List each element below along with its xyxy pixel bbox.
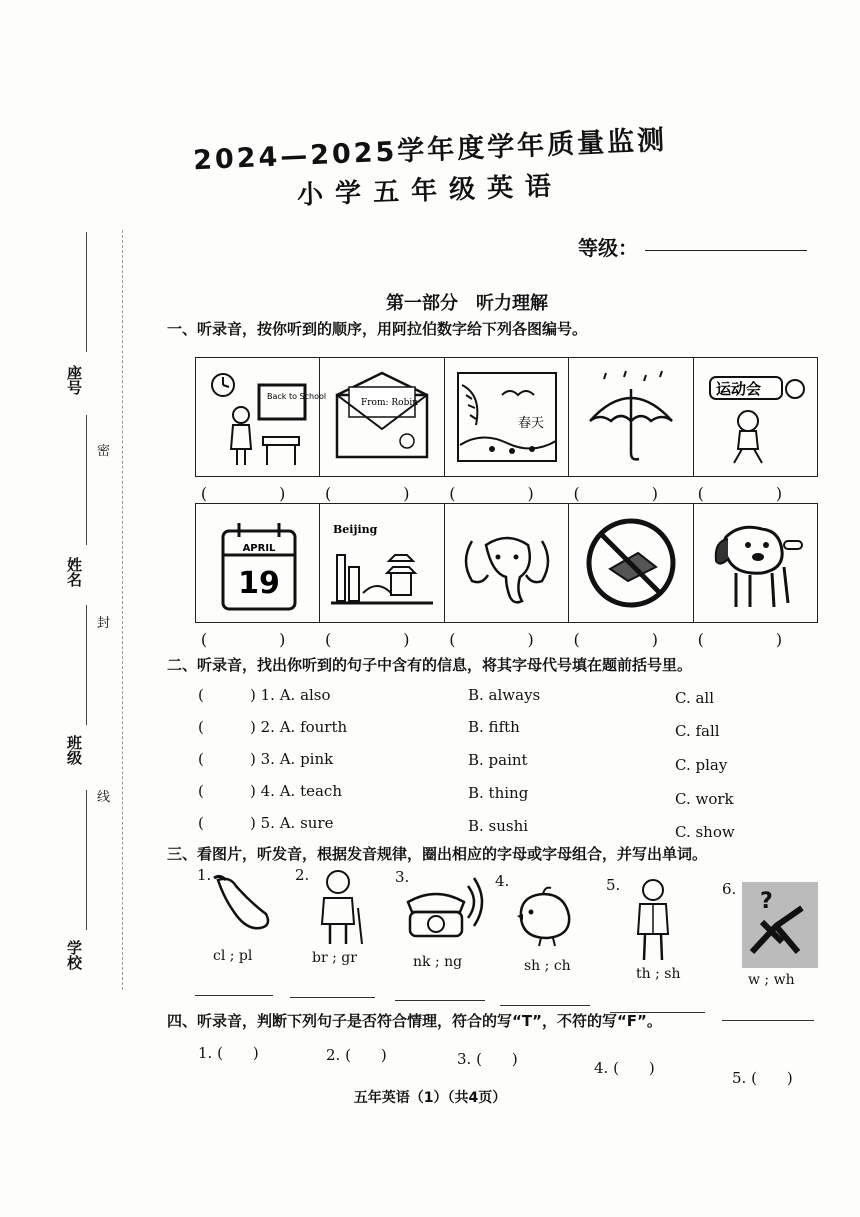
- phonics-num-5: 5.: [606, 876, 621, 894]
- beijing-text: Beijing: [333, 523, 378, 536]
- school-label: 学校: [65, 940, 83, 970]
- q-item-4-a: ) 4. A. teach: [250, 782, 342, 800]
- answer-paren[interactable]: ( ): [573, 484, 686, 503]
- name-blank: [86, 415, 87, 545]
- answer-paren[interactable]: ( ): [200, 630, 314, 649]
- calendar-icon: [196, 504, 320, 622]
- paren-row-2: [195, 627, 816, 650]
- answer-paren[interactable]: ( ): [449, 630, 562, 649]
- section2-title: 二、听录音，找出你听到的句子中含有的信息，将其字母代号填在题前括号里。: [167, 656, 693, 674]
- board-text: Back to School: [266, 392, 326, 401]
- answer-line-3[interactable]: [395, 1000, 485, 1001]
- q-item-4-c: C. work: [675, 790, 734, 808]
- phonics-num-2: 2.: [295, 866, 310, 884]
- answer-paren[interactable]: ( ): [200, 484, 314, 503]
- picture-row-2: [195, 503, 818, 623]
- seat-blank: [86, 232, 87, 352]
- answer-paren[interactable]: ( ): [697, 630, 811, 649]
- phonics-options-2[interactable]: br ; gr: [312, 950, 357, 966]
- q-item-1-c: C. all: [675, 689, 715, 707]
- seal-xian: 线: [97, 790, 111, 805]
- q-item-3-b: B. paint: [468, 751, 528, 769]
- q-item-5-a: ) 5. A. sure: [250, 814, 334, 832]
- phonics-num-3: 3.: [395, 868, 410, 886]
- page-footer: 五年英语（1）（共4页）: [353, 1090, 507, 1106]
- q-open-paren[interactable]: (: [198, 814, 204, 832]
- q-item-5-c: C. show: [675, 823, 735, 841]
- section3-title: 三、看图片，听发音，根据发音规律，圈出相应的字母或字母组合，并写出单词。: [167, 845, 708, 863]
- grade-blank[interactable]: [645, 250, 807, 251]
- phonics-options-1[interactable]: cl ; pl: [213, 948, 253, 964]
- tf-item-4[interactable]: 4. ( ): [594, 1059, 655, 1077]
- q-item-4-b: B. thing: [468, 784, 529, 802]
- tf-item-1[interactable]: 1. ( ): [198, 1044, 259, 1062]
- class-label: 班级: [65, 735, 83, 765]
- part1-title: 第一部分 听力理解: [386, 293, 548, 314]
- tf-item-5[interactable]: 5. ( ): [732, 1069, 793, 1087]
- letter-text: From: Robin: [361, 398, 419, 408]
- eggplant-icon: [210, 872, 274, 934]
- beijing-skyline-icon: [320, 504, 444, 622]
- q-item-1-b: B. always: [468, 686, 541, 704]
- q-item-3-c: C. play: [675, 756, 728, 774]
- telephone-icon: [400, 872, 492, 942]
- tf-item-2[interactable]: 2. ( ): [326, 1046, 387, 1064]
- sports-text: 运动会: [716, 380, 762, 398]
- section1-title: 一、听录音，按你听到的顺序，用阿拉伯数字给下列各图编号。: [167, 320, 588, 338]
- q-item-2-c: C. fall: [675, 722, 720, 740]
- school-blank: [86, 790, 87, 930]
- envelope-letter-icon: [320, 358, 444, 476]
- q-open-paren[interactable]: (: [198, 750, 204, 768]
- q-item-1-a: ) 1. A. also: [250, 686, 331, 704]
- tf-item-3[interactable]: 3. ( ): [457, 1050, 518, 1068]
- umbrella-rain-icon: [569, 358, 693, 476]
- answer-paren[interactable]: ( ): [697, 484, 811, 503]
- grandpa-icon: [310, 868, 370, 946]
- phonics-options-5[interactable]: th ; sh: [636, 966, 681, 982]
- grade-label: 等级：: [578, 236, 638, 260]
- binding-dashed-line: [122, 230, 123, 990]
- phonics-num-6: 6.: [722, 880, 737, 898]
- spring-scene-icon: [445, 358, 569, 476]
- phonics-num-4: 4.: [495, 872, 510, 890]
- phonics-options-4[interactable]: sh ; ch: [524, 958, 571, 974]
- svg-text:?: ?: [760, 889, 773, 914]
- spring-text: 春天: [517, 416, 544, 431]
- man-icon: [628, 878, 678, 962]
- q-open-paren[interactable]: (: [198, 718, 204, 736]
- phonics-options-6[interactable]: w ; wh: [748, 972, 795, 988]
- calendar-day: 19: [237, 566, 280, 601]
- answer-paren[interactable]: ( ): [449, 484, 562, 503]
- class-blank: [86, 605, 87, 725]
- picture-row-1: [195, 357, 818, 477]
- elephant-icon: [445, 504, 569, 622]
- q-item-2-a: ) 2. A. fourth: [250, 718, 348, 736]
- seat-label: 座号: [65, 365, 83, 395]
- q-open-paren[interactable]: (: [198, 782, 204, 800]
- phonics-options-3[interactable]: nk ; ng: [413, 954, 463, 970]
- dog-icon: [694, 504, 817, 622]
- q-item-3-a: ) 3. A. pink: [250, 750, 334, 768]
- answer-paren[interactable]: ( ): [325, 484, 438, 503]
- phonics-num-1: 1.: [197, 866, 212, 884]
- section4-title: 四、听录音，判断下列句子是否符合情理，符合的写“T”，不符的写“F”。: [167, 1012, 662, 1030]
- exam-title: 2024—2025学年度学年质量监测: [192, 124, 668, 177]
- answer-paren[interactable]: ( ): [573, 630, 686, 649]
- q-item-5-b: B. sushi: [468, 817, 529, 835]
- seal-feng: 封: [97, 616, 111, 631]
- exam-subtitle: 小学五年级英语: [296, 171, 564, 211]
- no-food-sign-icon: [569, 504, 693, 622]
- answer-paren[interactable]: ( ): [325, 630, 438, 649]
- seal-mi: 密: [97, 444, 111, 459]
- answer-line-4[interactable]: [500, 1005, 590, 1006]
- answer-line-2[interactable]: [290, 997, 375, 998]
- paren-row-1: [195, 481, 816, 504]
- calendar-month: APRIL: [242, 543, 276, 554]
- name-label: 姓名: [65, 557, 83, 587]
- answer-line-6[interactable]: [722, 1020, 814, 1021]
- question-figure-icon: [742, 882, 818, 968]
- answer-line-1[interactable]: [195, 995, 273, 996]
- q-open-paren[interactable]: (: [198, 686, 204, 704]
- chick-icon: [513, 880, 579, 948]
- q-item-2-b: B. fifth: [468, 718, 520, 736]
- teacher-classroom-icon: [196, 358, 326, 476]
- sports-meet-icon: [694, 358, 817, 476]
